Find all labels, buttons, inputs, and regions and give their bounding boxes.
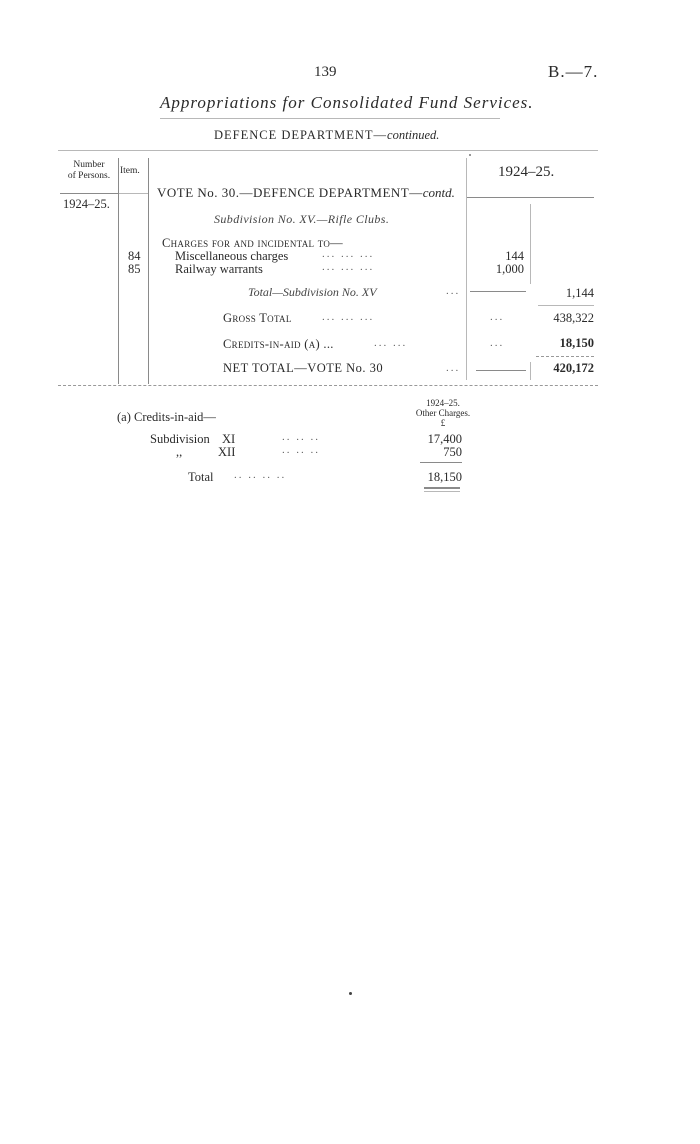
department-suffix: continued. [387, 128, 440, 142]
footnote-double-rule-bottom [424, 491, 460, 492]
net-total-amount: 420,172 [553, 361, 594, 375]
subtotal-column-rule [530, 204, 531, 284]
footnote-row-sub: XII [218, 445, 236, 459]
total-subdivision-dots: ... [446, 285, 461, 297]
credits-in-aid-label: Credits-in-aid (a) ... [223, 337, 334, 351]
footnote-row-dots: .. .. .. [282, 444, 320, 456]
row-amount: 1,000 [495, 262, 524, 276]
subtotal-rule [470, 291, 526, 292]
gross-total-dots: ... ... ... [322, 311, 375, 323]
net-total-label: NET TOTAL—VOTE No. 30 [223, 361, 384, 375]
col-number-of-persons [62, 160, 116, 182]
footnote-row-name: ,, [176, 445, 183, 459]
col-year-amount: 1924–25. [498, 164, 555, 180]
row-dots: ... ... ... [322, 248, 375, 260]
footnote-total-dots: .. .. .. .. [234, 469, 287, 481]
footnote-col-year: 1924–25. [426, 398, 460, 408]
department-heading [214, 128, 439, 143]
total-subdivision-amount: 1,144 [565, 286, 594, 300]
gross-rule [538, 305, 594, 306]
amount-header-rule [466, 197, 594, 198]
footnote-total-value: 18,150 [427, 470, 462, 484]
department-name: DEFENCE DEPARTMENT— [214, 128, 388, 142]
net-total-dots: ... [446, 362, 461, 374]
net-total-dash [476, 370, 526, 371]
row-label: Miscellaneous charges [175, 249, 289, 263]
charges-heading: Charges for and incidental to— [162, 236, 343, 250]
item-number: 85 [128, 262, 141, 276]
print-speck [349, 992, 352, 995]
footnote-row-sub: XI [222, 432, 236, 446]
page-number: 139 [314, 64, 337, 80]
vote-title-suffix: contd. [422, 185, 455, 200]
footnote-label: (a) Credits-in-aid— [117, 410, 216, 424]
gross-total-mid-dots: ... [490, 311, 505, 323]
total-subdivision-label: Total—Subdivision No. XV [248, 285, 377, 299]
footnote-row-name: Subdivision [150, 432, 210, 446]
footnote-total-rule [420, 462, 462, 463]
gross-total-label: Gross Total [223, 311, 292, 325]
title-rule [160, 118, 500, 119]
header-bottom-rule-persons [60, 193, 118, 194]
persons-column-rule [118, 158, 119, 384]
description-column-rule [466, 158, 467, 380]
row-amount: 144 [505, 249, 524, 263]
footnote-total-label: Total [188, 470, 214, 484]
col-item: Item. [120, 166, 140, 176]
credits-in-aid-dots: ... ... [374, 337, 408, 349]
item-column-rule [148, 158, 149, 384]
vote-title [157, 185, 455, 201]
subdivision-title: Subdivision No. XV.—Rifle Clubs. [214, 212, 390, 226]
row-label: Railway warrants [175, 262, 263, 276]
page-title: Appropriations for Consolidated Fund Services. [160, 93, 534, 112]
row-dots: ... ... ... [322, 261, 375, 273]
footnote-double-rule-top [424, 487, 460, 489]
table-top-rule [58, 150, 598, 151]
footnote-column-header [410, 398, 476, 428]
header-bottom-rule-item [118, 193, 148, 194]
vote-title-text: VOTE No. 30.—DEFENCE DEPARTMENT— [157, 185, 423, 200]
col-number-line-2: of Persons. [67, 171, 111, 181]
footnote-row-dots: .. .. .. [282, 431, 320, 443]
item-number: 84 [128, 249, 141, 263]
footnote-row-value: 17,400 [427, 432, 462, 446]
credits-in-aid-mid-dots: ... [490, 337, 505, 349]
document-reference: B.—7. [548, 62, 599, 81]
footnote-row-value: 750 [443, 445, 462, 459]
gross-total-amount: 438,322 [553, 311, 594, 325]
subtotal-column-rule-lower [530, 362, 531, 380]
credits-in-aid-amount: 18,150 [559, 336, 594, 350]
print-speck [469, 154, 471, 156]
footnote-col-head: Other Charges. [415, 408, 471, 418]
col-number-line-1: Number [73, 160, 105, 170]
footnote-col-unit: £ [440, 418, 446, 428]
table-bottom-rule [58, 385, 598, 386]
net-rule-amount [536, 356, 594, 357]
year-persons: 1924–25. [63, 197, 110, 211]
